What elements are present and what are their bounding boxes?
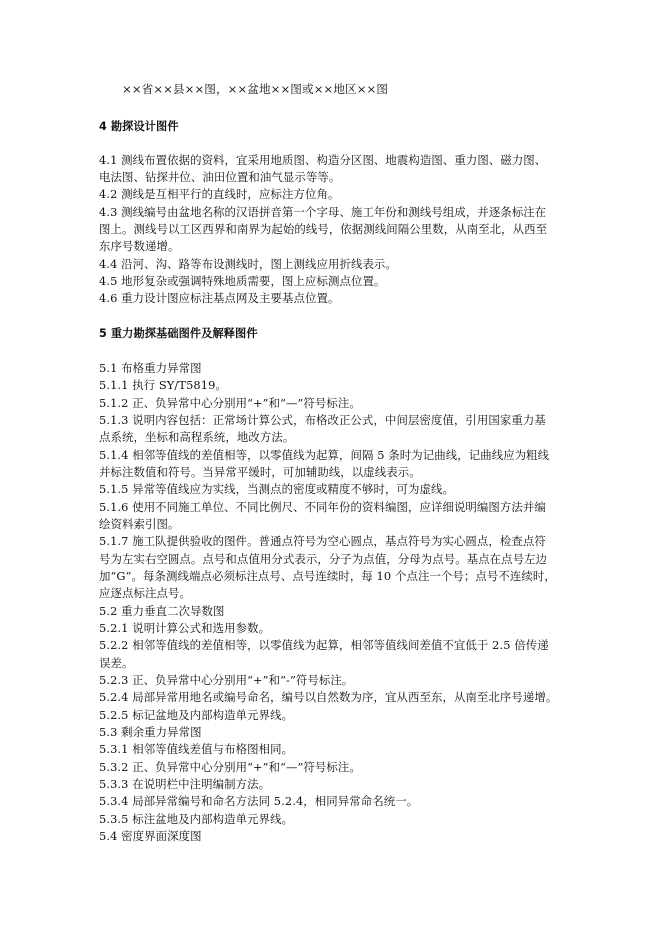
paragraph-line: 5.2.5 标记盆地及内部构造单元界线。 [99, 708, 294, 722]
paragraph-line: 加“G”。每条测线端点必须标注点号、点号连续时，每 10 个点注一个号；点号不连续时， [99, 569, 556, 583]
paragraph-line: 4.5 地形复杂或强调特殊地质需要，图上应标测点位置。 [99, 274, 386, 288]
paragraph-line: 4.1 测线布置依据的资料，宜采用地质图、构造分区图、地震构造图、重力图、磁力图、 [99, 153, 547, 167]
paragraph-line: 4.2 测线是互相平行的直线时，应标注方位角。 [99, 187, 340, 201]
paragraph-line: 5.3.2 正、负异常中心分别用“+”和“—”符号标注。 [99, 760, 361, 774]
paragraph-line: 5.1.4 相邻等值线的差值相等，以零值线为起算，间隔 5 条时为记曲线，记曲线应为粗线 [99, 448, 550, 462]
paragraph-line: 4.3 测线编号由盆地名称的汉语拼音第一个字母、施工年份和测线号组成，并逐条标注在 [99, 205, 547, 219]
paragraph-line: 误差。 [99, 656, 134, 670]
paragraph-line: 5.3.4 局部异常编号和命名方法同 5.2.4，相同异常命名统一。 [99, 794, 419, 808]
paragraph-line: 5.2.1 说明计算公式和选用参数。 [99, 621, 271, 635]
paragraph-line: 5.1.2 正、负异常中心分别用“+”和“—”符号标注。 [99, 396, 361, 410]
paragraph-line: 5.4 密度界面深度图 [99, 829, 202, 843]
paragraph-line: 应逐点标注点号。 [99, 586, 191, 600]
paragraph-line: 号为左实右空圆点。点号和点值用分式表示，分子为点值，分母为点号。基点在点号左边 [99, 552, 548, 566]
paragraph-line: 5.2.2 相邻等值线的差值相等，以零值线为起算，相邻等值线间差值不宜低于 2.5 倍传递 [99, 638, 549, 652]
paragraph-line: 绘资料索引图。 [99, 517, 180, 531]
paragraph-line: 5.1.7 施工队提供验收的图件。普通点符号为空心圆点，基点符号为实心圆点，检查点符 [99, 534, 546, 548]
paragraph-line: 5.2.4 局部异常用地名或编号命名，编号以自然数为序，宜从西至东，从南至北序号递增。 [99, 690, 558, 704]
caption-example: ××省××县××图，××盆地××图或××地区××图 [122, 82, 389, 96]
paragraph-line: 5.1.5 异常等值线应为实线，当测点的密度或精度不够时，可为虚线。 [99, 482, 454, 496]
paragraph-line: 图上。测线号以工区西界和南界为起始的线号，依据测线间隔公里数，从南至北，从西至 [99, 222, 548, 236]
paragraph-line: 5.3.5 标注盆地及内部构造单元界线。 [99, 812, 294, 826]
paragraph-line: 5.3.1 相邻等值线差值与布格图相同。 [99, 742, 294, 756]
paragraph-line: 4.4 沿河、沟、路等布设测线时，图上测线应用折线表示。 [99, 257, 397, 271]
section-5-heading: 5 重力勘探基础图件及解释图件 [99, 327, 258, 340]
section-4-heading: 4 勘探设计图件 [99, 120, 179, 133]
paragraph-line: 并标注数值和符号。当异常平缓时，可加辅助线，以虚线表示。 [99, 465, 421, 479]
paragraph-line: 电法图、钻探井位、油田位置和油气显示等等。 [99, 170, 341, 184]
paragraph-line: 4.6 重力设计图应标注基点网及主要基点位置。 [99, 291, 340, 305]
paragraph-line: 5.2 重力垂直二次导数图 [99, 604, 225, 618]
paragraph-line: 点系统，坐标和高程系统，地改方法。 [99, 430, 295, 444]
paragraph-line: 5.1.6 使用不同施工单位、不同比例尺、不同年份的资料编图，应详细说明编图方法并编 [99, 500, 546, 514]
paragraph-line: 东序号数递增。 [99, 239, 180, 253]
paragraph-line: 5.1 布格重力异常图 [99, 361, 202, 375]
paragraph-line: 5.1.1 执行 SY/T5819。 [99, 378, 227, 392]
paragraph-line: 5.1.3 说明内容包括：正常场计算公式，布格改正公式，中间层密度值，引用国家重力基 [99, 413, 546, 427]
paragraph-line: 5.3.3 在说明栏中注明编制方法。 [99, 777, 271, 791]
paragraph-line: 5.3 剩余重力异常图 [99, 725, 202, 739]
paragraph-line: 5.2.3 正、负异常中心分别用“+”和“-”符号标注。 [99, 673, 354, 687]
